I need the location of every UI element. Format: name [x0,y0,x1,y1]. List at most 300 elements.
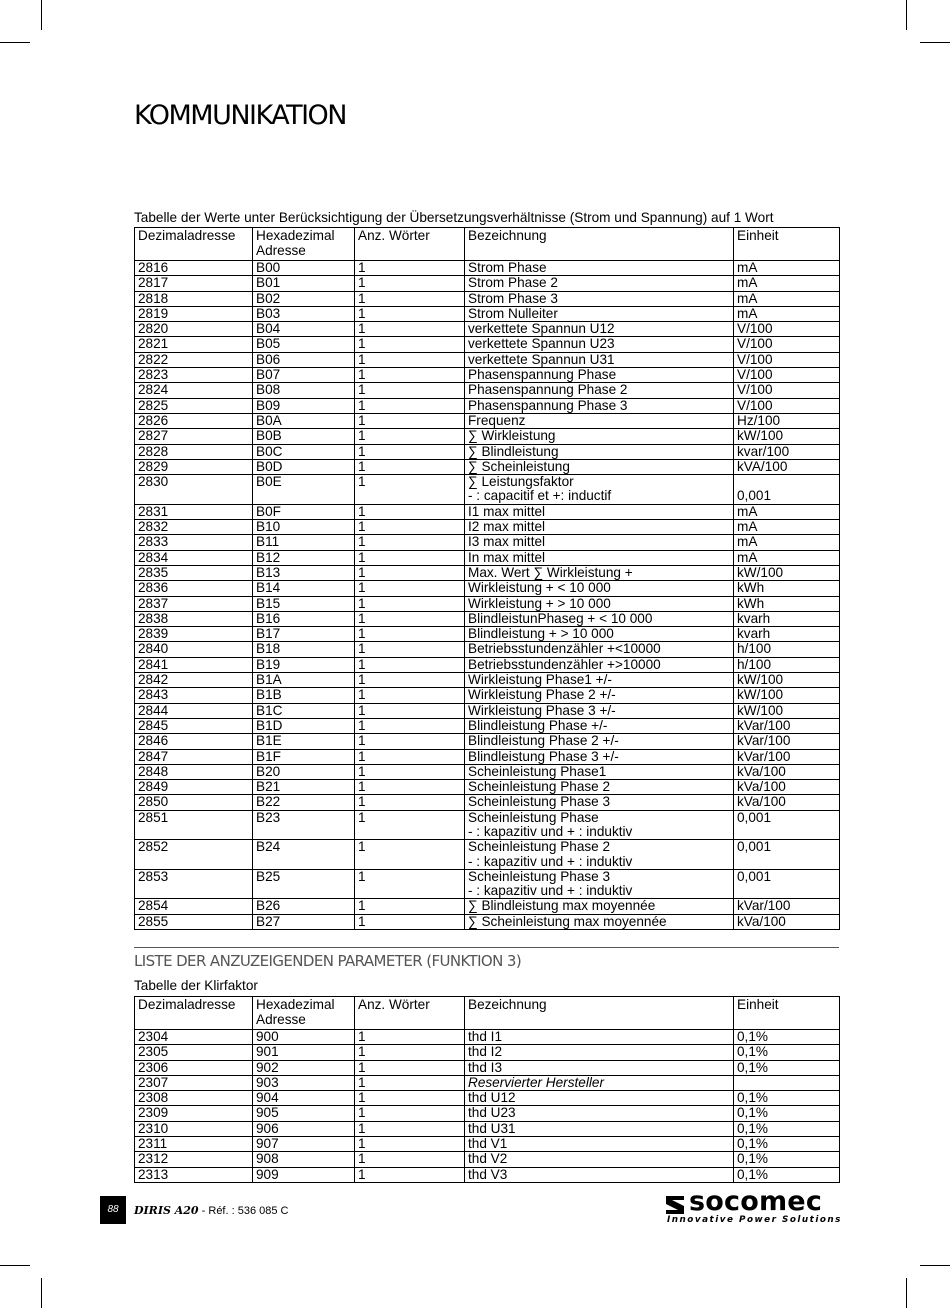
cell-hex-address [253,673,355,688]
cell-unit-text: h/100 [737,657,772,672]
cell-word-count-text: 1 [358,779,366,795]
cell-decimal-address [135,688,253,703]
crop-mark [41,0,42,30]
table-row [135,1060,840,1075]
cell-word-count-text: 1 [358,321,366,337]
cell-decimal-address [135,413,253,428]
table1-caption: Tabelle der Werte unter Berücksichtigung der Übersetzungsverhältnisse (Strom und Spannung) auf 1 Wort [134,210,774,225]
cell-description-text: thd V3 [468,1167,508,1182]
cell-word-count [355,718,465,733]
cell-decimal-address-text: 2852 [138,839,169,855]
cell-unit [734,306,840,321]
cell-unit-text: V/100 [737,336,773,352]
cell-unit [734,475,840,505]
cell-unit [734,718,840,733]
cell-unit [734,337,840,352]
cell-word-count-text: 1 [358,1090,366,1106]
cell-description [465,657,734,672]
cell-word-count-text: 1 [358,1105,366,1121]
cell-hex-address-text: B04 [256,321,281,337]
cell-decimal-address [135,596,253,611]
cell-word-count-text: 1 [358,382,366,398]
cell-word-count-text: 1 [358,534,366,550]
table-row [135,291,840,306]
cell-description [465,899,734,914]
cell-description [465,352,734,367]
cell-hex-address [253,581,355,596]
socomec-logo [666,1186,842,1227]
cell-hex-address [253,688,355,703]
cell-word-count [355,1060,465,1075]
cell-description [465,642,734,657]
cell-hex-address-text: B02 [256,291,281,306]
cell-hex-address-text: B16 [256,611,281,626]
cell-hex-address-text: B0C [256,444,283,459]
cell-description [465,368,734,383]
table-row [135,413,840,428]
cell-description [465,596,734,611]
cell-hex-address-text: B1A [256,672,282,688]
crop-mark [906,1278,907,1308]
cell-hex-address [253,657,355,672]
cell-hex-address-text: B13 [256,565,281,580]
cell-unit [734,398,840,413]
cell-hex-address [253,306,355,321]
cell-description-text: Scheinleistung Phase - : kapazitiv und + : induktiv [468,810,633,839]
cell-decimal-address-text: 2833 [138,534,169,550]
cell-decimal-address-text: 2306 [138,1060,169,1075]
cell-decimal-address [135,673,253,688]
cell-description-text: Scheinleistung Phase1 [468,764,607,779]
cell-word-count [355,795,465,810]
cell-decimal-address-text: 2310 [138,1121,169,1136]
table-row [135,914,840,929]
cell-decimal-address [135,337,253,352]
cell-hex-address [253,504,355,519]
cell-decimal-address-text: 2841 [138,657,169,672]
cell-unit [734,596,840,611]
cell-description-text: Blindleistung Phase 2 +/- [468,733,619,749]
cell-hex-address-text: 905 [256,1105,279,1121]
cell-decimal-address-text: 2308 [138,1090,169,1106]
cell-decimal-address [135,840,253,870]
section-heading: LISTE DER ANZUZEIGENDEN PARAMETER (FUNKTION 3) [134,952,522,970]
cell-word-count [355,413,465,428]
cell-hex-address-text: 907 [256,1136,279,1152]
cell-unit [734,429,840,444]
cell-decimal-address-text: 2817 [138,275,169,291]
cell-word-count-text: 1 [358,914,366,929]
cell-decimal-address [135,475,253,505]
cell-decimal-address [135,734,253,749]
cell-word-count [355,703,465,718]
cell-word-count-text: 1 [358,306,366,321]
cell-unit-text: kVa/100 [737,764,786,779]
cell-word-count [355,1167,465,1182]
cell-description-text: verkettete Spannun U23 [468,336,615,352]
cell-decimal-address [135,368,253,383]
cell-word-count [355,261,465,276]
cell-unit-text: mA [737,534,758,550]
cell-word-count [355,565,465,580]
cell-hex-address-text: B26 [256,898,281,914]
cell-word-count [355,352,465,367]
cell-hex-address [253,368,355,383]
cell-unit-text: mA [737,519,758,535]
cell-hex-address-text: 900 [256,1029,279,1044]
cell-decimal-address [135,1030,253,1045]
cell-description-text: Strom Phase [468,260,547,275]
cell-decimal-address-text: 2843 [138,687,169,703]
cell-word-count [355,749,465,764]
cell-description-text: In max mittel [468,550,546,565]
cell-hex-address [253,627,355,642]
table2-caption: Tabelle der Klirfaktor [134,978,258,993]
cell-description-text: thd I3 [468,1060,503,1075]
cell-description [465,1030,734,1045]
cell-decimal-address [135,398,253,413]
cell-decimal-address-text: 2838 [138,611,169,626]
cell-hex-address [253,565,355,580]
cell-unit [734,1167,840,1182]
cell-decimal-address-text: 2835 [138,565,169,580]
cell-word-count [355,688,465,703]
cell-description [465,520,734,535]
cell-unit-text: 0,1% [737,1167,768,1182]
cell-word-count [355,840,465,870]
cell-word-count [355,276,465,291]
cell-word-count-text: 1 [358,869,366,884]
cell-word-count [355,1091,465,1106]
cell-hex-address-text: 909 [256,1167,279,1182]
table-row [135,1167,840,1182]
crop-mark [920,1265,950,1266]
cell-unit-text: kVar/100 [737,733,791,749]
cell-word-count-text: 1 [358,352,366,367]
table-row [135,899,840,914]
cell-description-text: Betriebsstundenzähler +<10000 [468,641,661,657]
cell-unit-text: h/100 [737,641,772,657]
cell-word-count-text: 1 [358,703,366,718]
cell-unit [734,459,840,474]
cell-word-count-text: 1 [358,1167,366,1182]
cell-word-count-text: 1 [358,291,366,306]
cell-decimal-address-text: 2844 [138,703,169,718]
cell-word-count [355,581,465,596]
cell-unit [734,1060,840,1075]
cell-hex-address [253,795,355,810]
cell-decimal-address-text: 2819 [138,306,169,321]
cell-decimal-address [135,1152,253,1167]
cell-word-count [355,764,465,779]
cell-hex-address-text: B09 [256,398,281,413]
cell-decimal-address [135,810,253,840]
cell-unit-text: kWh [737,596,765,611]
cell-description [465,734,734,749]
cell-unit [734,688,840,703]
cell-description [465,504,734,519]
cell-decimal-address [135,261,253,276]
cell-unit [734,611,840,626]
cell-description [465,780,734,795]
cell-hex-address [253,914,355,929]
cell-word-count-text: 1 [358,898,366,914]
column-header-unit: Einheit [734,228,840,261]
table-row [135,642,840,657]
cell-unit [734,581,840,596]
cell-decimal-address [135,504,253,519]
cell-description-text: ∑ Scheinleistung max moyennée [468,914,667,929]
cell-description [465,475,734,505]
table-row [135,504,840,519]
column-header-words: Anz. Wörter [355,997,465,1030]
cell-hex-address-text: B0A [256,413,282,428]
cell-hex-address-text: B25 [256,869,281,884]
cell-decimal-address [135,899,253,914]
cell-word-count-text: 1 [358,626,366,642]
cell-description [465,810,734,840]
cell-decimal-address-text: 2827 [138,428,169,444]
cell-description [465,1167,734,1182]
cell-hex-address [253,703,355,718]
cell-hex-address-text: 902 [256,1060,279,1075]
cell-description [465,550,734,565]
cell-decimal-address-text: 2309 [138,1105,169,1121]
cell-unit [734,749,840,764]
table-row [135,276,840,291]
cell-word-count-text: 1 [358,1075,366,1090]
cell-decimal-address-text: 2311 [138,1136,168,1152]
cell-word-count [355,504,465,519]
cell-unit-text: 0,1% [737,1121,768,1136]
table-row [135,627,840,642]
column-header-hex [253,997,355,1030]
cell-description [465,1045,734,1060]
cell-description-text: ∑ Blindleistung [468,444,559,459]
cell-decimal-address-text: 2820 [138,321,169,337]
cell-unit [734,322,840,337]
cell-hex-address [253,734,355,749]
cell-word-count [355,368,465,383]
cell-hex-address-text: B14 [256,580,281,596]
cell-description [465,718,734,733]
page-number: 88 [100,1196,126,1224]
cell-description-text: thd U23 [468,1105,516,1121]
cell-decimal-address [135,1045,253,1060]
cell-word-count-text: 1 [358,687,366,703]
cell-hex-address [253,780,355,795]
cell-decimal-address [135,429,253,444]
cell-word-count-text: 1 [358,1136,366,1152]
table-row [135,795,840,810]
cell-description [465,1060,734,1075]
cell-word-count [355,429,465,444]
cell-description [465,627,734,642]
cell-decimal-address-text: 2848 [138,764,169,779]
table-row [135,1106,840,1121]
table-row [135,398,840,413]
cell-word-count [355,1106,465,1121]
crop-mark [906,0,907,30]
cell-decimal-address-text: 2842 [138,672,169,688]
table-row [135,1152,840,1167]
cell-description-text: Strom Phase 2 [468,275,558,291]
cell-hex-address-text: 908 [256,1151,279,1167]
cell-description [465,1152,734,1167]
cell-decimal-address-text: 2312 [138,1151,169,1167]
cell-hex-address [253,383,355,398]
cell-decimal-address [135,276,253,291]
cell-word-count [355,914,465,929]
cell-hex-address-text: B0F [256,504,281,519]
cell-unit-text: kVar/100 [737,749,791,764]
cell-unit [734,703,840,718]
cell-description-text: Phasenspannung Phase 3 [468,398,628,413]
cell-word-count [355,596,465,611]
cell-unit [734,291,840,306]
cell-hex-address [253,276,355,291]
cell-decimal-address [135,627,253,642]
cell-word-count-text: 1 [358,641,366,657]
column-header-hex-text: Hexadezimal Adresse [256,997,335,1027]
table-row [135,306,840,321]
cell-description-text: Phasenspannung Phase 2 [468,382,628,398]
cell-decimal-address-text: 2847 [138,749,169,764]
cell-unit [734,276,840,291]
cell-word-count [355,657,465,672]
cell-unit [734,673,840,688]
cell-decimal-address [135,914,253,929]
cell-hex-address [253,291,355,306]
cell-description [465,749,734,764]
cell-description [465,764,734,779]
cell-word-count-text: 1 [358,657,366,672]
cell-description-text: Wirkleistung Phase 2 +/- [468,687,616,703]
cell-word-count-text: 1 [358,398,366,413]
cell-word-count-text: 1 [358,596,366,611]
table-row [135,764,840,779]
cell-unit [734,627,840,642]
cell-unit-text: V/100 [737,398,773,413]
cell-decimal-address-text: 2821 [138,336,169,352]
cell-decimal-address-text: 2826 [138,413,169,428]
cell-hex-address [253,444,355,459]
cell-description-text: Phasenspannung Phase [468,367,617,383]
cell-decimal-address [135,459,253,474]
cell-description [465,914,734,929]
cell-decimal-address [135,581,253,596]
cell-word-count [355,1045,465,1060]
cell-decimal-address-text: 2836 [138,580,169,596]
cell-description-text: Wirkleistung + < 10 000 [468,580,611,596]
cell-word-count-text: 1 [358,336,366,352]
table-row [135,550,840,565]
cell-decimal-address [135,1106,253,1121]
cell-unit-text: 0,001 [737,810,772,825]
cell-description-text: Scheinleistung Phase 3 - : kapazitiv und + : induktiv [468,869,633,899]
cell-description-text: Scheinleistung Phase 2 - : kapazitiv und + : induktiv [468,839,633,869]
cell-description-text: verkettete Spannun U31 [468,352,615,367]
cell-hex-address [253,1030,355,1045]
cell-word-count-text: 1 [358,367,366,383]
cell-decimal-address [135,306,253,321]
column-header-unit: Einheit [734,997,840,1030]
table-row [135,734,840,749]
table-row [135,475,840,505]
cell-description-text: I1 max mittel [468,504,546,519]
cell-hex-address [253,475,355,505]
page-title: KOMMUNIKATION [134,100,347,131]
cell-hex-address [253,611,355,626]
cell-description-text: Frequenz [468,413,526,428]
cell-decimal-address [135,444,253,459]
table-row [135,611,840,626]
cell-hex-address-text: B1B [256,687,282,703]
cell-unit-text: kW/100 [737,687,784,703]
cell-description-text: Wirkleistung Phase 3 +/- [468,703,616,718]
cell-word-count [355,869,465,899]
cell-decimal-address [135,1075,253,1090]
cell-decimal-address-text: 2834 [138,550,169,565]
cell-decimal-address [135,764,253,779]
cell-word-count-text: 1 [358,839,366,855]
cell-description-text: Blindleistung + > 10 000 [468,626,614,642]
cell-word-count-text: 1 [358,1060,366,1075]
cell-description-text: thd U12 [468,1090,516,1106]
cell-decimal-address-text: 2854 [138,898,169,914]
cell-word-count [355,337,465,352]
cell-decimal-address [135,535,253,550]
cell-hex-address [253,398,355,413]
cell-unit-text: mA [737,504,758,519]
cell-word-count-text: 1 [358,413,366,428]
cell-hex-address [253,1045,355,1060]
cell-unit [734,352,840,367]
cell-unit-text: 0,1% [737,1090,768,1106]
table-row [135,749,840,764]
cell-word-count-text: 1 [358,1151,366,1167]
cell-word-count-text: 1 [358,733,366,749]
cell-hex-address-text: B1D [256,718,283,733]
table-row [135,673,840,688]
cell-unit [734,1075,840,1090]
cell-unit-text: 0,1% [737,1044,768,1060]
cell-word-count [355,322,465,337]
cell-description-text: Blindleistung Phase +/- [468,718,608,733]
product-name: DIRIS A20 [134,1204,199,1217]
cell-description [465,869,734,899]
cell-hex-address [253,520,355,535]
cell-description-text: thd I2 [468,1044,503,1060]
cell-decimal-address-text: 2850 [138,794,169,810]
cell-description-text: thd I1 [468,1029,503,1044]
cell-hex-address [253,1167,355,1182]
cell-description-text: Max. Wert ∑ Wirkleistung + [468,565,633,580]
table-row [135,535,840,550]
cell-decimal-address [135,703,253,718]
table-row [135,581,840,596]
cell-decimal-address-text: 2832 [138,519,169,535]
cell-decimal-address-text: 2823 [138,367,169,383]
table-row [135,322,840,337]
table-row [135,703,840,718]
table-row [135,657,840,672]
cell-description-text: ∑ Leistungsfaktor - : capacitif et +: inductif [468,474,612,504]
cell-decimal-address [135,780,253,795]
cell-hex-address-text: B1F [256,749,281,764]
cell-hex-address-text: 903 [256,1075,279,1090]
cell-decimal-address [135,749,253,764]
